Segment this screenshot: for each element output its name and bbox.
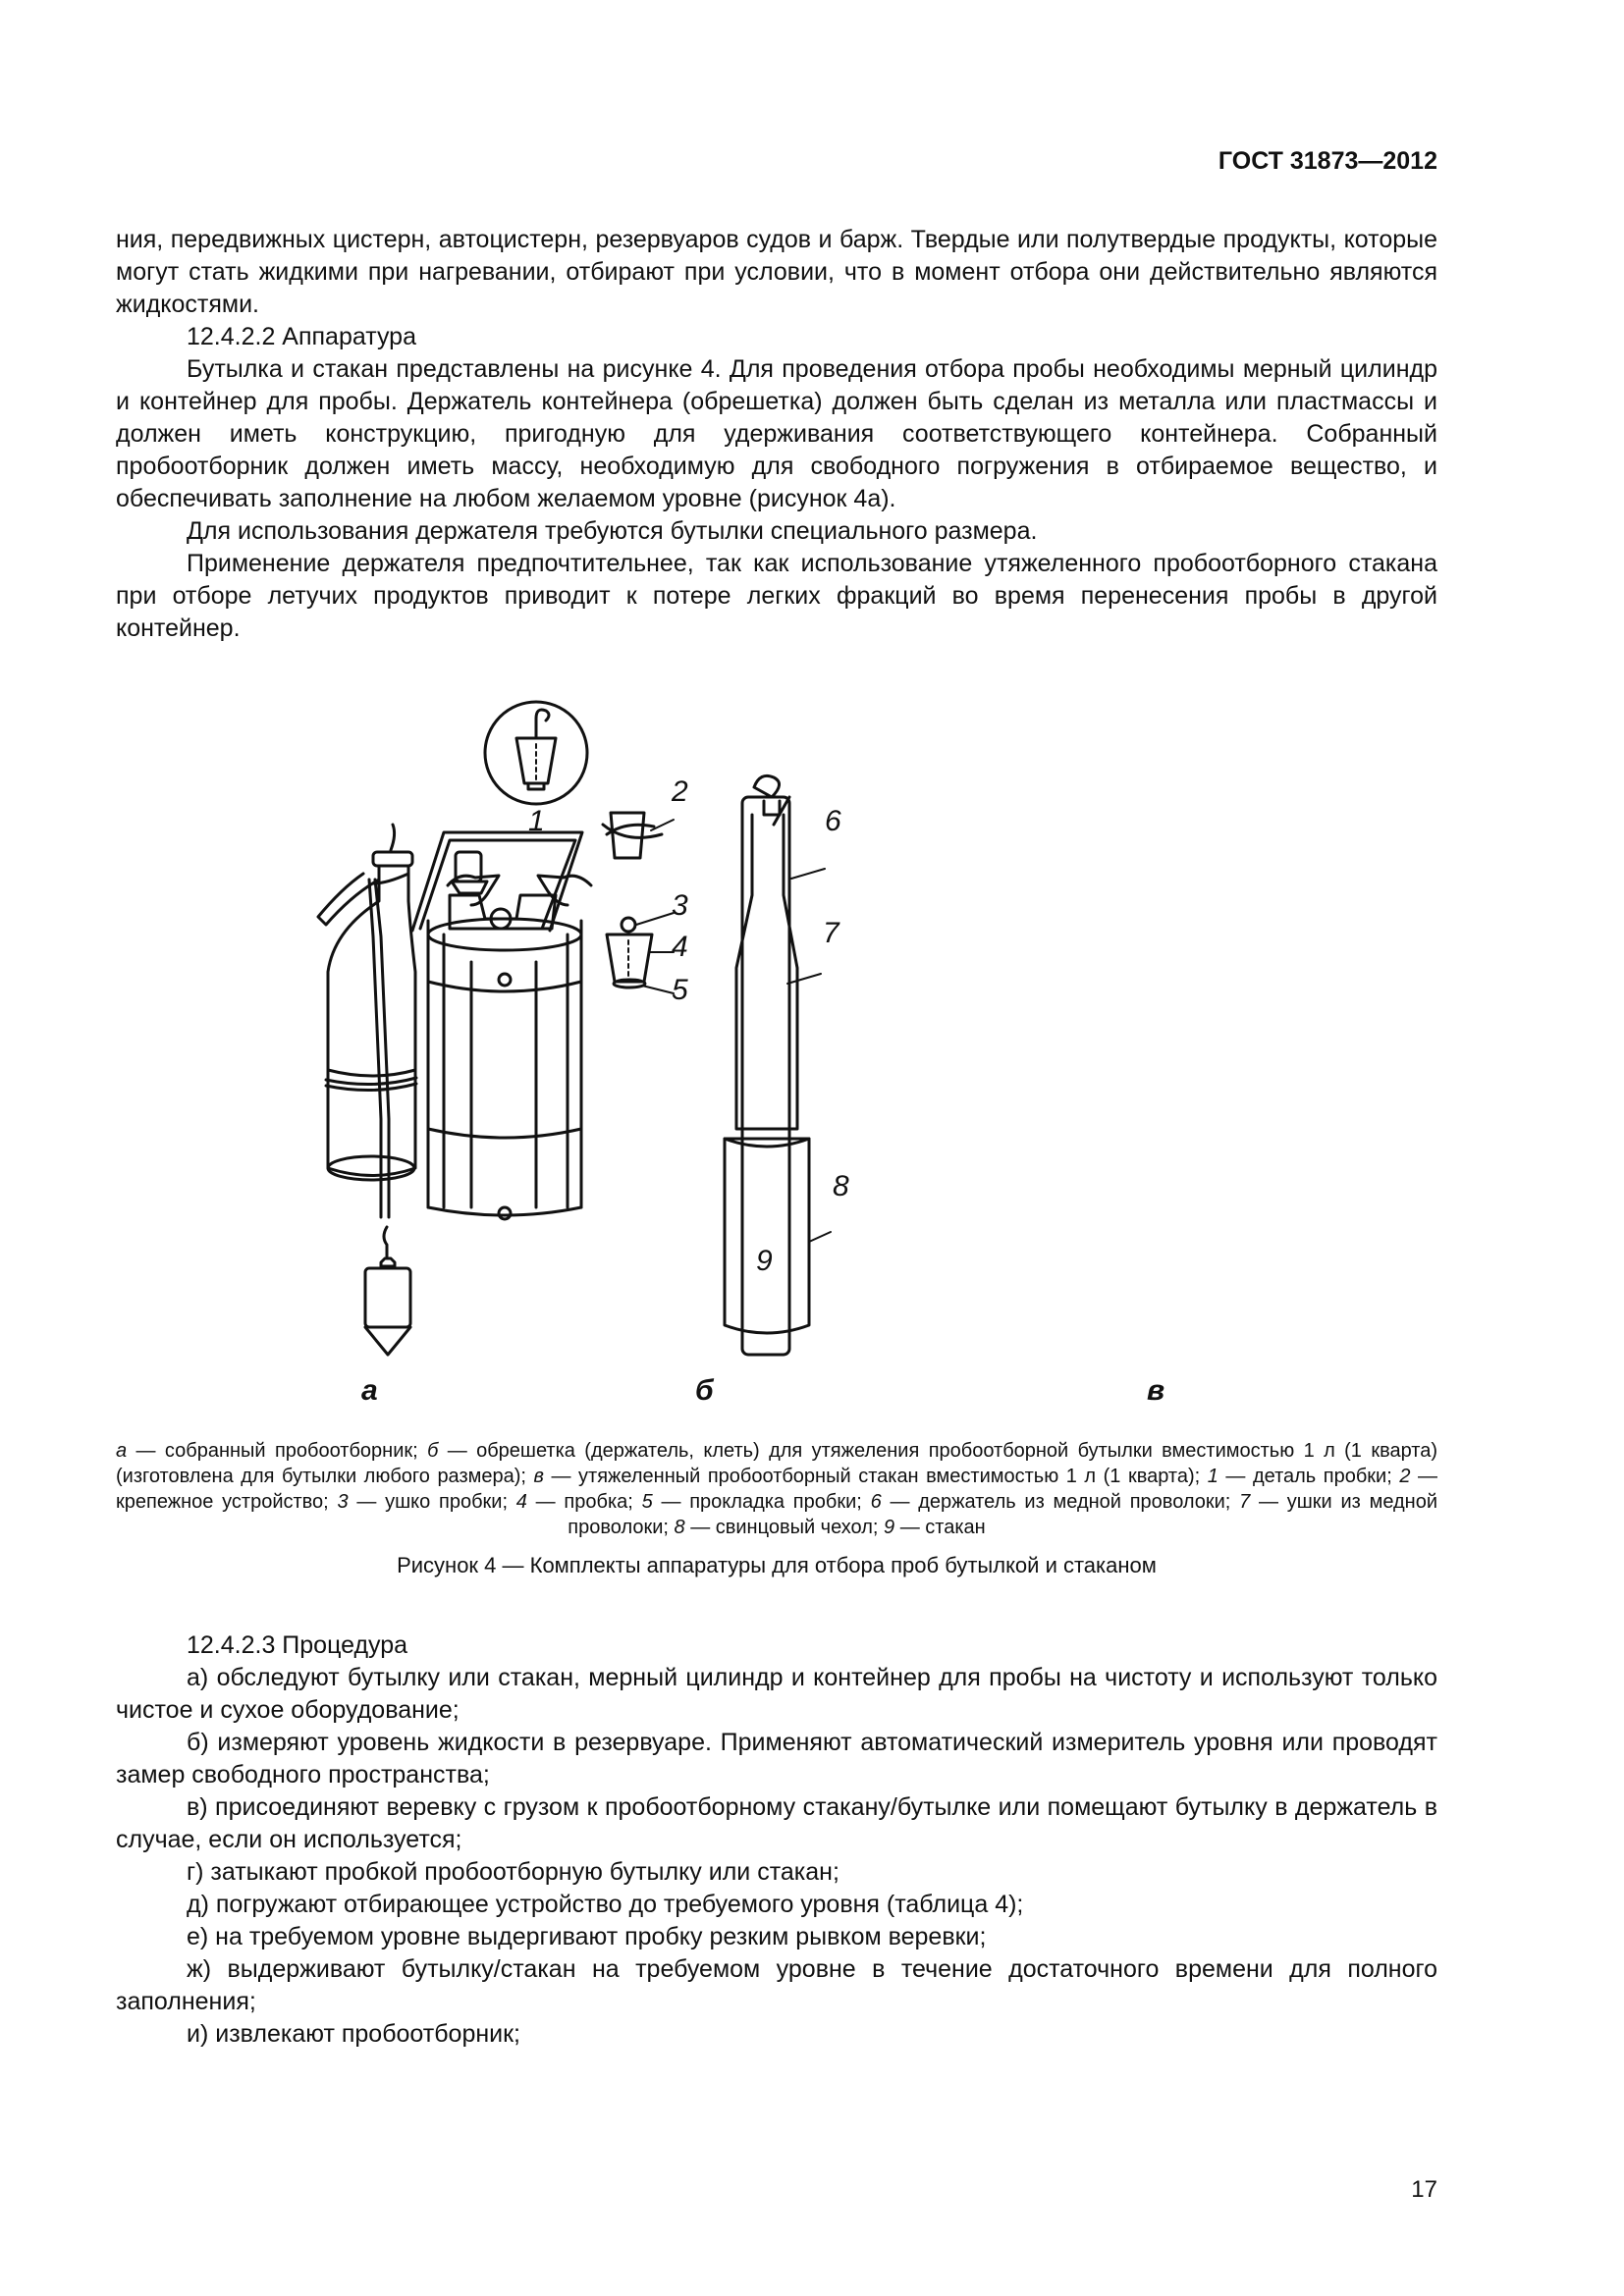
legend-key: 5 [641, 1491, 653, 1513]
callout-3: 3 [672, 889, 688, 922]
assembled-sampler [318, 825, 416, 1355]
legend-text: — ушко пробки; [348, 1491, 516, 1513]
callout-2: 2 [672, 775, 688, 808]
legend-key: 1 [1207, 1466, 1218, 1487]
section-heading: 12.4.2.3 Процедура [187, 1631, 408, 1659]
section-heading: 12.4.2.2 Аппаратура [187, 323, 416, 350]
list-item: ж) выдерживают бутылку/стакан на требуемом уровне в течение достаточного времени для полного заполнения; [116, 1955, 1437, 2015]
page-number: 17 [1411, 2176, 1437, 2203]
weighted-beaker [725, 775, 831, 1355]
list-item: б) измеряют уровень жидкости в резервуаре. Применяют автоматический измеритель уровня или проводят замер свободного пространства; [116, 1729, 1437, 1789]
list-item: а) обследуют бутылку или стакан, мерный цилиндр и контейнер для пробы на чистоту и используют только чистое и сухое оборудование; [116, 1664, 1437, 1724]
legend-text: — деталь пробки; [1218, 1466, 1400, 1487]
list-item: и) извлекают пробоотборник; [187, 2020, 521, 2048]
legend-text: — утяжеленный пробоотборный стакан вместимостью 1 л (1 кварта); [543, 1466, 1208, 1487]
paragraph: Бутылка и стакан представлены на рисунке 4. Для проведения отбора пробы необходимы мерный цилиндр и контейнер для пробы. Держатель контейнера (обрешетка) должен быть сделан из металла или пластмассы и должен иметь конструкцию, пригодную для удерживания соответствующего контейнера. Собранный пробоотборник должен иметь массу, необходимую для свободного погружения в отбираемое вещество, и обеспечивать заполнение на любом желаемом уровне (рисунок 4а). [116, 355, 1437, 512]
legend-key: 2 [1399, 1466, 1411, 1487]
legend-key: а [116, 1440, 128, 1462]
sublabel-v: в [1147, 1374, 1165, 1407]
legend-key: 6 [870, 1491, 882, 1513]
callout-9: 9 [756, 1245, 773, 1277]
list-item: е) на требуемом уровне выдергивают пробку резким рывком веревки; [187, 1923, 987, 1950]
legend-text: — обрешетка (держатель, клеть) для утяжеления пробоотборной бутылки вместимостью 1 л (1 кварта) (изготовлена для бутылки любого размера); [116, 1440, 1437, 1487]
figure-drawing [116, 677, 1437, 1423]
callout-5: 5 [672, 974, 688, 1006]
sublabel-b: б [695, 1374, 714, 1407]
legend-key: б [427, 1440, 439, 1462]
legend-key: 3 [337, 1491, 349, 1513]
legend-text: — крепежное устройство; [116, 1466, 1437, 1513]
list-item: д) погружают отбирающее устройство до требуемого уровня (таблица 4); [187, 1891, 1024, 1918]
callout-6: 6 [825, 805, 841, 837]
callout-4: 4 [672, 931, 688, 963]
figure-caption: Рисунок 4 — Комплекты аппаратуры для отбора проб бутылкой и стаканом [397, 1553, 1157, 1577]
legend-text: — держатель из медной проволоки; [881, 1491, 1240, 1513]
bottle-holder-cage [412, 832, 591, 1219]
stopper-detail-circle [485, 702, 587, 804]
list-item: г) затыкают пробкой пробоотборную бутылку или стакан; [187, 1858, 839, 1886]
list-item: в) присоединяют веревку с грузом к пробоотборному стакану/бутылке или помещают бутылку в держатель в случае, если он используется; [116, 1793, 1437, 1853]
legend-text: — свинцовый чехол; [684, 1517, 885, 1538]
paragraph: Для использования держателя требуются бутылки специального размера. [187, 517, 1038, 545]
paragraph: ния, передвижных цистерн, автоцистерн, резервуаров судов и барж. Твердые или полутвердые продукты, которые могут стать жидкими при нагревании, отбирают при условии, что в момент отбора они действительно являются жидкостями. [116, 226, 1437, 318]
callout-8: 8 [833, 1170, 849, 1202]
legend-key: 8 [674, 1517, 685, 1538]
legend-text: — стакан [894, 1517, 986, 1538]
figure-4 [116, 677, 1437, 1423]
body-text-bottom [116, 1629, 1437, 2051]
legend-key: 9 [884, 1517, 895, 1538]
callout-7: 7 [823, 917, 839, 949]
legend-text: — прокладка пробки; [652, 1491, 871, 1513]
body-text-top [116, 224, 1437, 645]
paragraph: Применение держателя предпочтительнее, так как использование утяжеленного пробоотборного стакана при отборе летучих продуктов приводит к потере легких фракций во время перенесения пробы в другой контейнер. [116, 550, 1437, 642]
document-code: ГОСТ 31873—2012 [1218, 147, 1437, 175]
legend-key: 4 [515, 1491, 527, 1513]
legend-key: 7 [1239, 1491, 1251, 1513]
legend-text: — пробка; [526, 1491, 642, 1513]
callout-1: 1 [528, 805, 545, 837]
stopper-parts [603, 813, 674, 993]
legend-text: — собранный пробоотборник; [127, 1440, 428, 1462]
legend-text: — ушки из медной проволоки; [568, 1491, 1438, 1538]
sublabel-a: а [361, 1374, 378, 1407]
figure-legend [116, 1438, 1437, 1540]
legend-key: в [533, 1466, 544, 1487]
